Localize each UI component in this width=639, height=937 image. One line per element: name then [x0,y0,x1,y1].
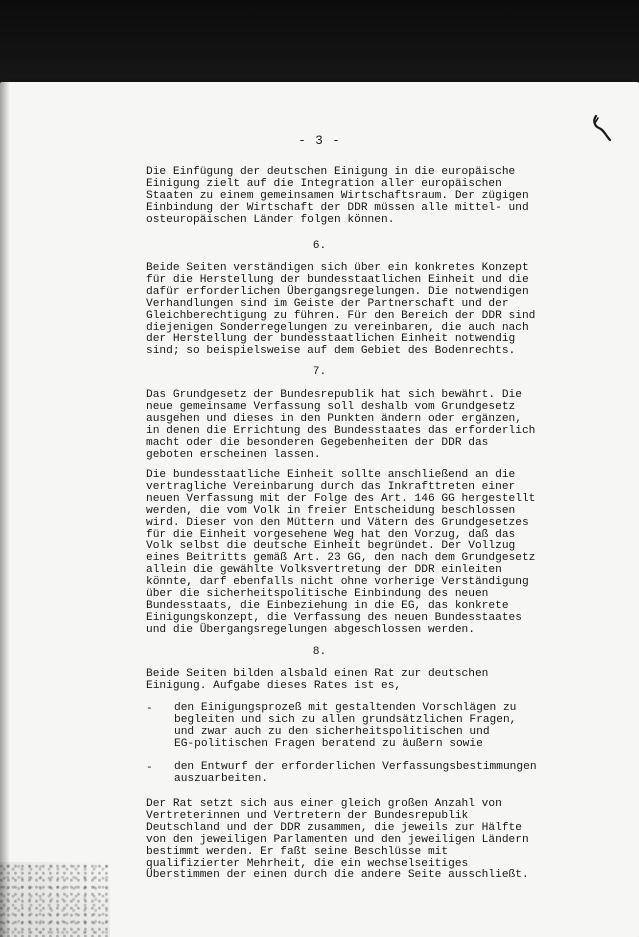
section-7-paragraph-1: Das Grundgesetz der Bundesrepublik hat sich bewährt. Die neue gemeinsame Verfassung soll deshalb vom Grundgesetz ausgehen und dieses in den Punkten ändern oder ergänzen, in denen die Errichtung des Bundesstaates das erforderlich macht oder die besonderen Gegebenheiten der DDR das geboten erscheinen lassen. [146,389,536,461]
scan-noise [0,862,110,937]
section-8-closing-paragraph: Der Rat setzt sich aus einer gleich großen Anzahl von Vertreterinnen und Vertretern der Bundesrepublik Deutschland und der DDR zusammen, die jeweils zur Hälfte von den jeweiligen Parlamenten und den jeweiligen Ländern bestimmt werden. Er faßt seine Beschlüsse mit qualifizierter Mehrheit, die ein wechselseitiges Überstimmen der einen durch die andere Seite ausschließt. [146,798,529,882]
page-edge-shadow [0,82,10,937]
section-number-8: 8. [312,646,327,658]
bullet-item-2: den Entwurf der erforderlichen Verfassungsbestimmungen auszuarbeiten. [174,761,537,785]
page-number: - 3 - [298,134,341,148]
section-number-7: 7. [312,366,327,378]
bullet-marker: - [146,703,153,715]
bullet-marker: - [146,762,153,774]
section-7-paragraph-2: Die bundesstaatliche Einheit sollte anschließend an die vertragliche Vereinbarung durch das Inkrafttreten einer neuen Verfassung mit der Folge des Art. 146 GG hergestellt werden, die vom Volk in freier Entscheidung beschlossen wird. Dieser von den Müttern und Vätern des Grundgesetzes für die Einheit vorgesehene Weg hat den Vorzug, daß das Volk selbst die deutsche Einheit begründet. Der Vollzug eines Beitritts gemäß Art. 23 GG, den nach dem Grundgesetz allein die gewählte Volksvertretung der DDR einleiten könnte, darf ebenfalls nicht ohne vorherige Verständigung über die sicherheitspolitische Einbindung des neuen Bundesstaats, die Einbeziehung in die EG, das konkrete Einigungskonzept, die Verfassung des neuen Bundesstaates und die Übergangsregelungen abgeschlossen werden. [146,469,536,636]
section-6-paragraph: Beide Seiten verständigen sich über ein konkretes Konzept für die Herstellung der bundesstaatlichen Einheit und die dafür erforderlichen Übergangsregelungen. Die notwendigen Verhandlungen sind im Geiste der Partnerschaft und der Gleichberechtigung zu führen. Für den Bereich der DDR sind diejenigen Sonderregelungen zu vereinbaren, die auch nach der Herstellung der bundesstaatlichen Einheit notwendig sind; so beispielsweise auf dem Gebiet des Bodenrechts. [146,262,536,358]
intro-paragraph: Die Einfügung der deutschen Einigung in die europäische Einigung zielt auf die Integration aller europäischen Staaten zu einem gemeinsamen Wirtschaftsraum. Der zügigen Einbindung der Wirtschaft der DDR müssen alle mittel- und osteuropäischen Länder folgen können. [146,166,529,226]
section-8-paragraph: Beide Seiten bilden alsbald einen Rat zur deutschen Einigung. Aufgabe dieses Rates ist es, [146,668,489,692]
bullet-item-1: den Einigungsprozeß mit gestaltenden Vorschlägen zu begleiten und sich zu allen grundsätzlichen Fragen, und zwar auch zu den sicherheitspolitischen und EG-politischen Fragen beratend zu äußern sowie [174,702,517,750]
section-number-6: 6. [312,240,327,252]
